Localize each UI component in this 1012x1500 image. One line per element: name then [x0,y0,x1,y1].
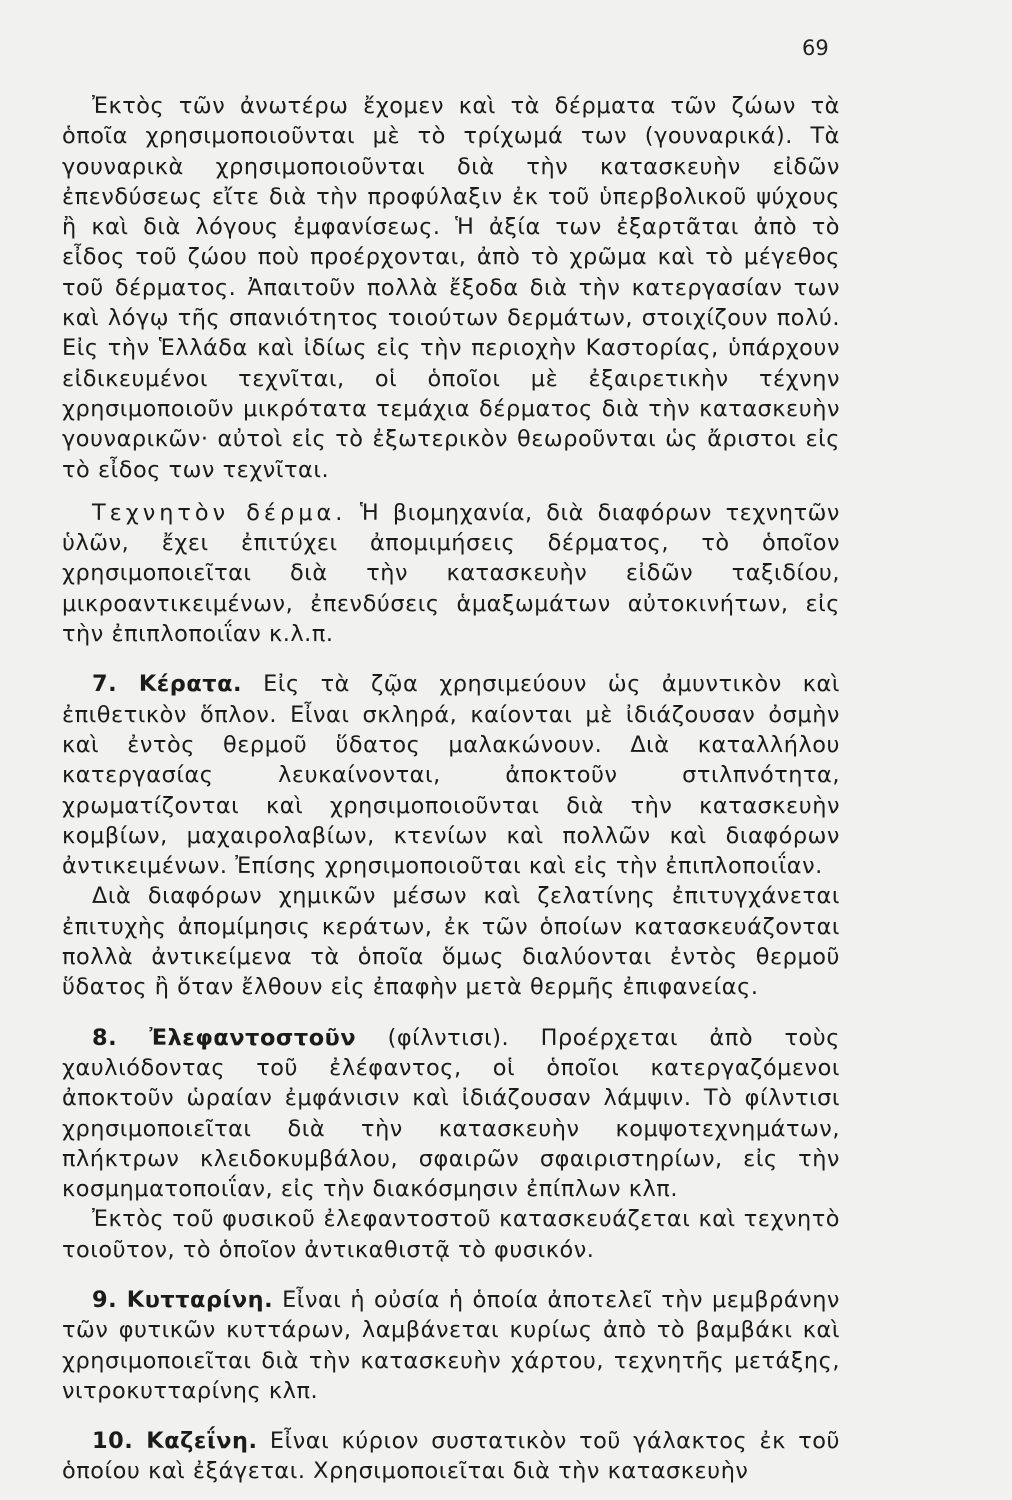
heading-horns: 7. Κέρατα. [92,671,243,698]
paragraph-horn-imitation [62,881,840,1002]
paragraph-text: Ἐκτὸς τοῦ φυσικοῦ ἐλεφαντοστοῦ κατασκευάζεται καὶ τεχνητὸ τοιοῦτον, τὸ ὁποῖον ἀντικαθιστᾷ τὸ φυσικόν. [62,1206,840,1263]
paragraph-text: Ἡ βιομηχανία, διὰ διαφόρων τεχνητῶν ὑλῶν, ἔχει ἐπιτύχει ἀπομιμήσεις δέρματος, τὸ ὁποῖον χρησιμοποιεῖται διὰ τὴν κατασκευὴν εἰδῶν ταξιδίου, μικροαντικειμένων, ἐπενδύσεις ἁμαξωμάτων αὐτοκινήτων, εἰς τὴν ἐπιπλοποιΐαν κ.λ.π. [62,499,840,648]
paragraph-artificial-leather [62,498,840,649]
heading-casein: 10. Καζεΐνη. [92,1428,258,1455]
paragraph-text: Εἶναι κύριον συστατικὸν τοῦ γάλακτος ἐκ τοῦ ὁποίου καὶ ἐξάγεται. Χρησιμοποιεῖται διὰ τὴν κατασκευὴν [62,1428,840,1485]
paragraph-text: Διὰ διαφόρων χημικῶν μέσων καὶ ζελατίνης ἐπιτυγχάνεται ἐπιτυχὴς ἀπομίμησις κεράτων, ἐκ τῶν ὁποίων κατασκευάζονται πολλὰ ἀντικείμενα τὰ ὁποῖα ὅμως διαλύονται ἐντὸς θερμοῦ ὕδατος ἢ ὅταν ἔλθουν εἰς ἐπαφὴν μετὰ θερμῆς ἐπιφανείας. [62,883,840,1001]
section-casein [62,1426,840,1487]
paragraph-text: (φίλντισι). Προέρχεται ἀπὸ τοὺς χαυλιόδοντας τοῦ ἐλέφαντος, οἱ ὁποῖοι κατεργαζόμενοι ἀποκτοῦν ὡραίαν ἐμφάνισιν καὶ ἰδιάζουσαν λάμψιν. Τὸ φίλντισι χρησιμοποιεῖται διὰ τὴν κατασκευὴν κομψοτεχνημάτων, πλήκτρων κλειδοκυμβάλου, σφαιρῶν σφαιριστηρίων, εἰς τὴν κοσμηματοποιΐαν, εἰς τὴν διακόσμησιν ἐπίπλων κλπ. [62,1024,840,1203]
section-ivory [62,1023,840,1205]
paragraph-text: Εἶναι ἡ οὐσία ἡ ὁποία ἀποτελεῖ τὴν μεμβράνην τῶν φυτικῶν κυττάρων, λαμβάνεται κυρίως ἀπὸ τὸ βαμβάκι καὶ χρησιμοποιεῖται διὰ τὴν κατασκευὴν χάρτου, τεχνητῆς μετάξης, νιτροκυτταρίνης κλπ. [62,1286,840,1404]
body-text [62,91,840,1487]
paragraph-text: Ἐκτὸς τῶν ἀνωτέρω ἔχομεν καὶ τὰ δέρματα τῶν ζώων τὰ ὁποῖα χρησιμοποιοῦνται μὲ τὸ τρίχωμά των (γουναρικά). Τὰ γουναρικὰ χρησιμοποιοῦνται διὰ τὴν κατασκευὴν εἰδῶν ἐπενδύσεως εἴτε διὰ τὴν προφύλαξιν ἐκ τοῦ ὑπερβολικοῦ ψύχους ἢ καὶ διὰ λόγους ἐμφανίσεως. Ἡ ἀξία των ἐξαρτᾶται ἀπὸ τὸ εἶδος τοῦ ζώου ποὺ προέρχονται, ἀπὸ τὸ χρῶμα καὶ τὸ μέγεθος τοῦ δέρματος. Ἀπαιτοῦν πολλὰ ἔξοδα διὰ τὴν κατεργασίαν των καὶ λόγῳ τῆς σπανιότητος τοιούτων δερμάτων, στοιχίζουν πολύ. Εἰς τὴν Ἑλλάδα καὶ ἰδίως εἰς τὴν περιοχὴν Καστορίας, ὑπάρχουν εἰδικευμένοι τεχνῖται, οἱ ὁποῖοι μὲ ἐξαιρετικὴν τέχνην χρησιμοποιοῦν μικρότατα τεμάχια δέρματος διὰ τὴν κατασκευὴν γουναρικῶν· αὐτοὶ εἰς τὸ ἐξωτερικὸν θεωροῦνται ὡς ἄριστοι εἰς τὸ εἶδος των τεχνῖται. [62,93,840,483]
paragraph-artificial-ivory [62,1204,840,1265]
paragraph-text: Εἰς τὰ ζῷα χρησιμεύουν ὡς ἀμυντικὸν καὶ ἐπιθετικὸν ὅπλον. Εἶναι σκληρά, καίονται μὲ ἰδιάζουσαν ὀσμὴν καὶ ἐντὸς θερμοῦ ὕδατος μαλακώνουν. Διὰ καταλλήλου κατεργασίας λευκαίνονται, ἀποκτοῦν στιλπνότητα, χρωματίζονται καὶ χρησιμοποιοῦνται διὰ τὴν κατασκευὴν κομβίων, μαχαιρολαβίων, κτενίων καὶ πολλῶν καὶ διαφόρων ἀντικειμένων. Ἐπίσης χρησιμοποιοῦται καὶ εἰς τὴν ἐπιπλοποιΐαν. [62,671,840,880]
paragraph-furs [62,91,840,485]
page-number: 69 [802,36,829,60]
heading-ivory: 8. Ἐλεφαντοστοῦν [92,1024,357,1051]
section-cellulose [62,1285,840,1406]
term-artificial-leather: Τεχνητὸν δέρμα. [92,499,347,526]
section-horns [62,669,840,881]
heading-cellulose: 9. Κυτταρίνη. [92,1286,274,1313]
